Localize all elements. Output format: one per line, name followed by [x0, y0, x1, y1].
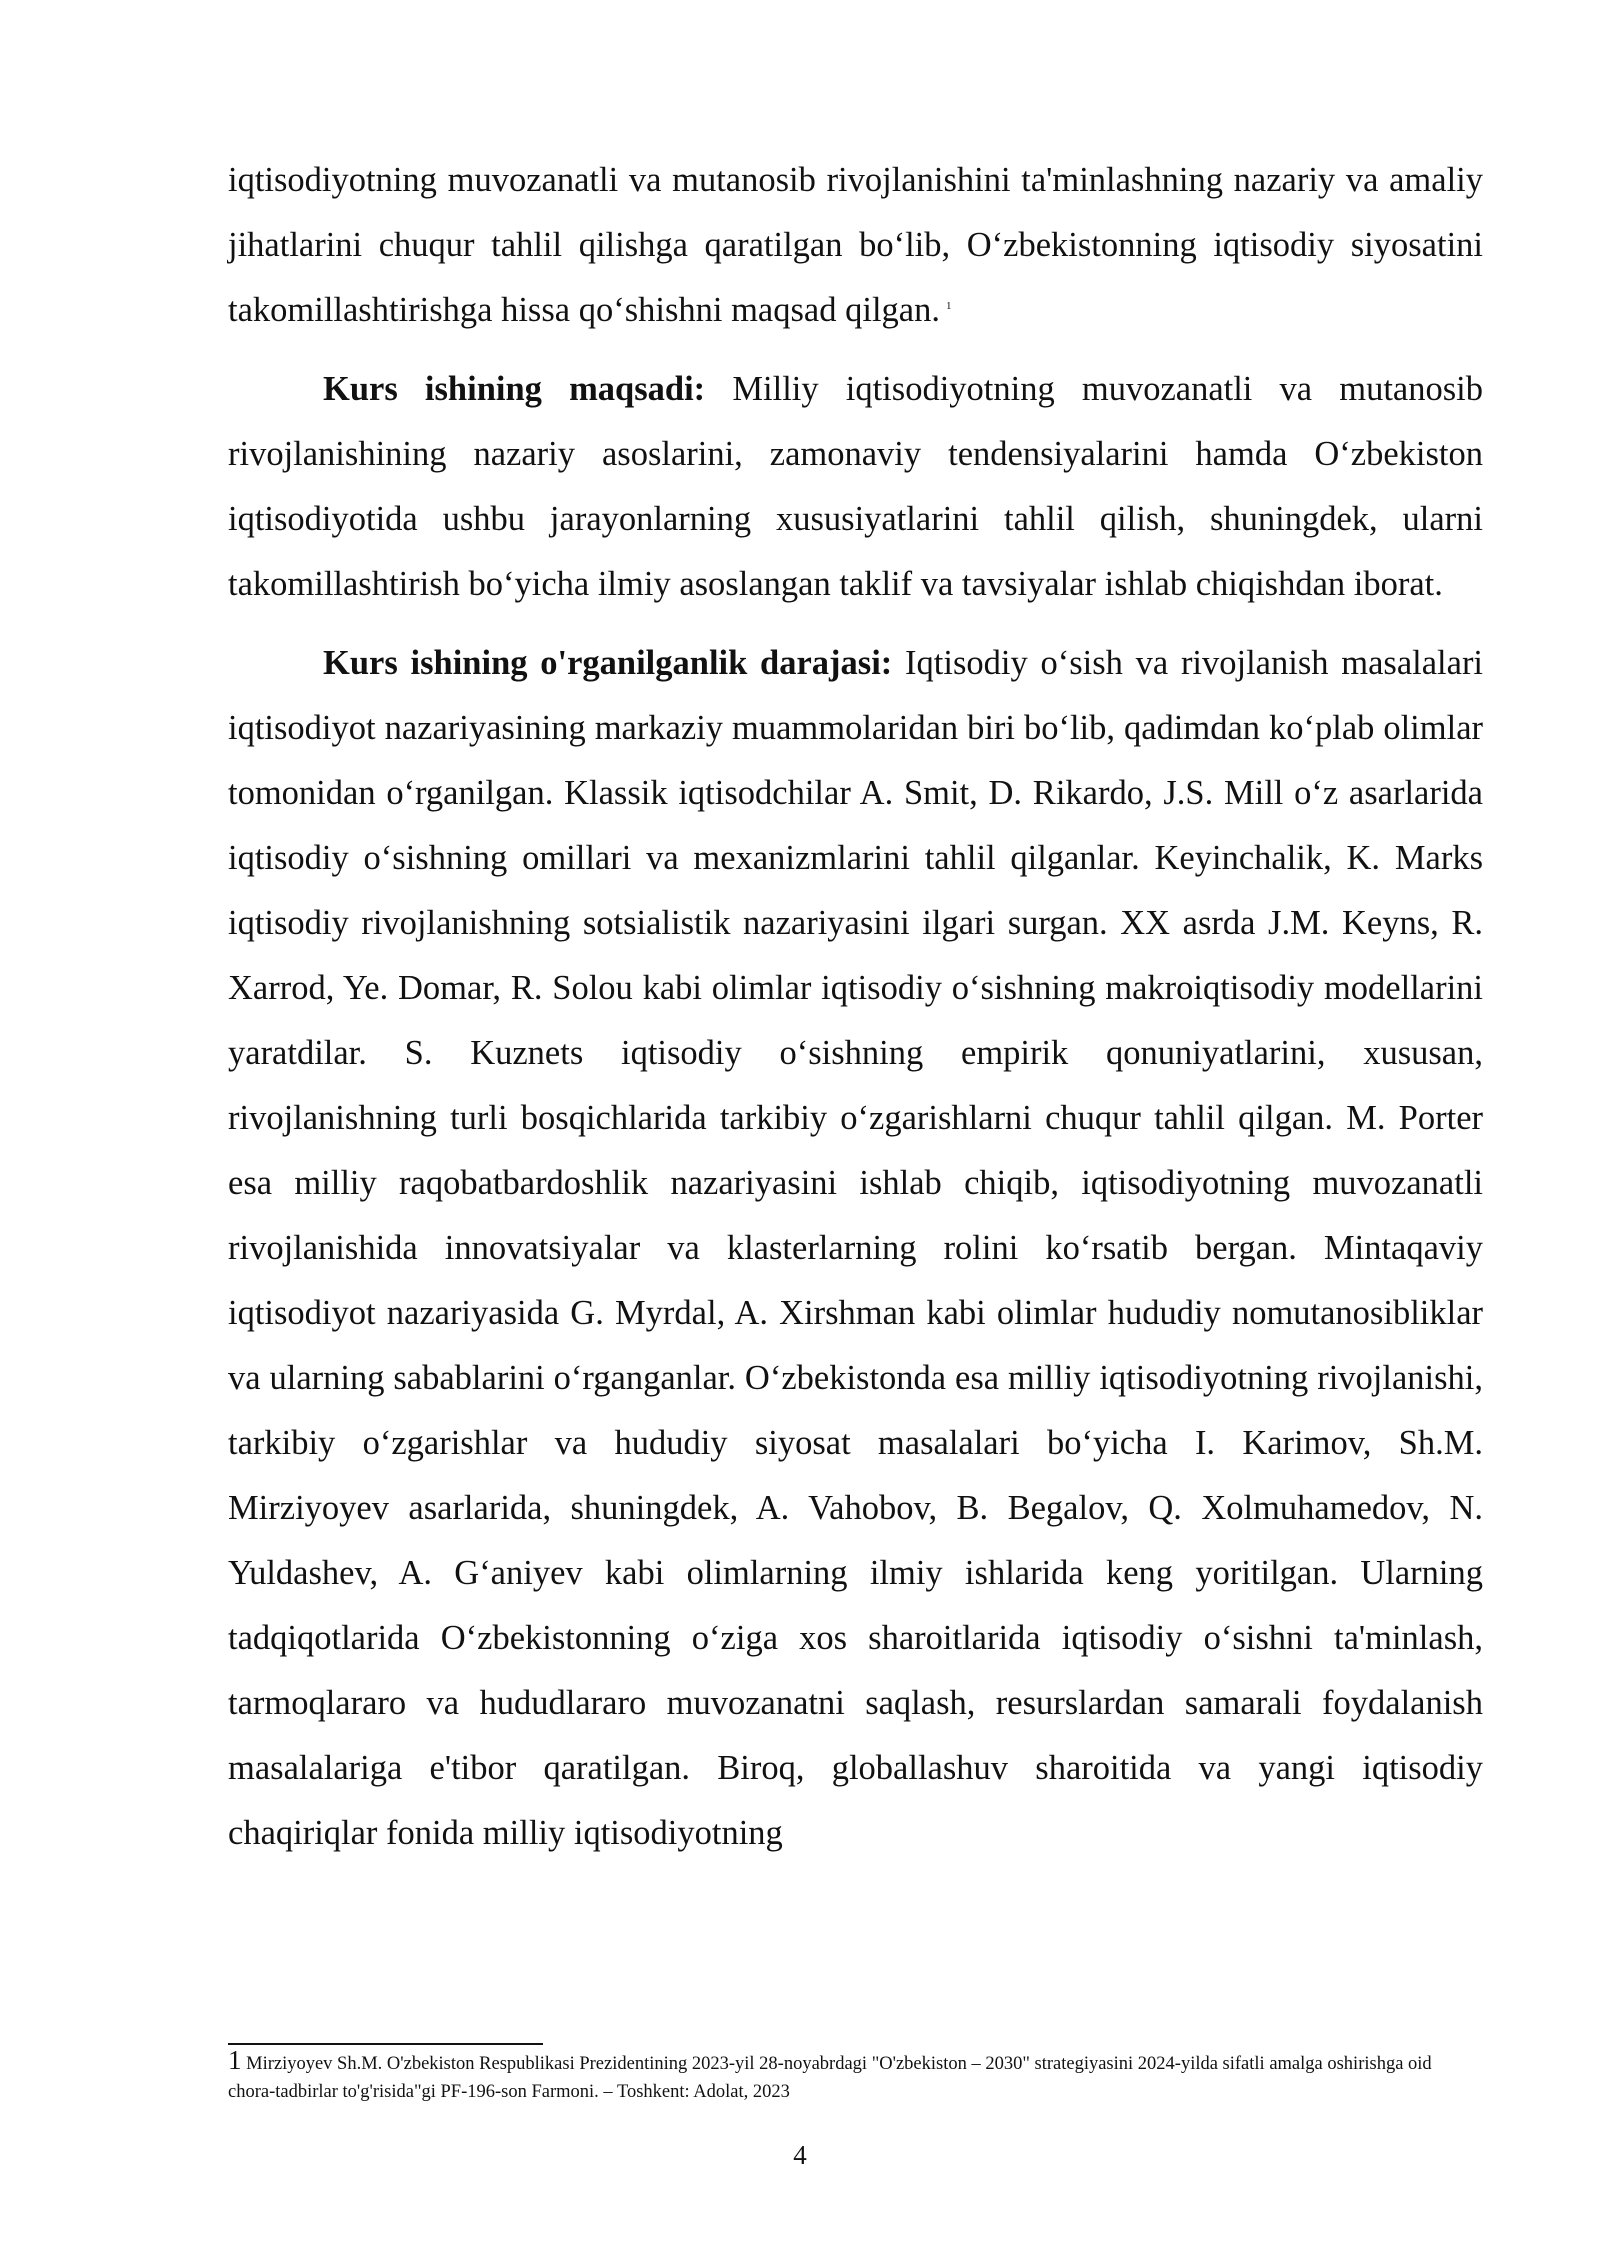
page-number: 4 [793, 2140, 807, 2170]
section-heading-goal: Kurs ishining maqsadi: [323, 370, 706, 408]
footnote-separator [228, 2043, 543, 2045]
paragraph-intro-continuation [228, 148, 1483, 343]
document-body [228, 148, 1483, 1866]
footnote [228, 2045, 1483, 2106]
footnote-number: 1 [228, 2045, 242, 2075]
footnote-reference[interactable]: 1 [945, 299, 952, 312]
paragraph-course-goal [228, 357, 1483, 617]
paragraph-text: Milliy iqtisodiyotning muvozanatli va mutanosib rivojlanishining nazariy asoslarini, zamonaviy tendensiyalarini hamda O‘zbekiston iqtisodiyotida ushbu jarayonlarning xususiyatlarini tahlil qilish, shuningdek, ularni takomillashtirish bo‘yicha ilmiy asoslangan taklif va tavsiyalar ishlab chiqishdan iborat. [228, 370, 1483, 603]
paragraph-research-level [228, 631, 1483, 1866]
paragraph-text: iqtisodiyotning muvozanatli va mutanosib rivojlanishini ta'minlashning nazariy va amaliy jihatlarini chuqur tahlil qilishga qaratilgan bo‘lib, O‘zbekistonning iqtisodiy siyosatini takomillashtirishga hissa qo‘shishni maqsad qilgan. [228, 161, 1483, 329]
paragraph-text: Iqtisodiy o‘sish va rivojlanish masalalari iqtisodiyot nazariyasining markaziy muammolaridan biri bo‘lib, qadimdan ko‘plab olimlar tomonidan o‘rganilgan. Klassik iqtisodchilar A. Smit, D. Rikardo, J.S. Mill o‘z asarlarida iqtisodiy o‘sishning omillari va mexanizmlarini tahlil qilganlar. Keyinchalik, K. Marks iqtisodiy rivojlanishning sotsialistik nazariyasini ilgari surgan. XX asrda J.M. Keyns, R. Xarrod, Ye. Domar, R. Solou kabi olimlar iqtisodiy o‘sishning makroiqtisodiy modellarini yaratdilar. S. Kuznets iqtisodiy o‘sishning empirik qonuniyatlarini, xususan, rivojlanishning turli bosqichlarida tarkibiy o‘zgarishlarni chuqur tahlil qilgan. M. Porter esa milliy raqobatbardoshlik nazariyasini ishlab chiqib, iqtisodiyotning muvozanatli rivojlanishida innovatsiyalar va klasterlarning rolini ko‘rsatib bergan. Mintaqaviy iqtisodiyot nazariyasida G. Myrdal, A. Xirshman kabi olimlar hududiy nomutanosibliklar va ularning sabablarini o‘rganganlar. O‘zbekistonda esa milliy iqtisodiyotning rivojlanishi, tarkibiy o‘zgarishlar va hududiy siyosat masalalari bo‘yicha I. Karimov, Sh.M. Mirziyoyev asarlarida, shuningdek, A. Vahobov, B. Begalov, Q. Xolmuhamedov, N. Yuldashev, A. G‘aniyev kabi olimlarning ilmiy ishlarida keng yoritilgan. Ularning tadqiqotlarida O‘zbekistonning o‘ziga xos sharoitlarida iqtisodiy o‘sishni ta'minlash, tarmoqlararo va hududlararo muvozanatni saqlash, resurslardan samarali foydalanish masalalariga e'tibor qaratilgan. Biroq, globallashuv sharoitida va yangi iqtisodiy chaqiriqlar fonida milliy iqtisodiyotning [228, 644, 1484, 1852]
footnote-text: Mirziyoyev Sh.M. O'zbekiston Respublikasi Prezidentining 2023-yil 28-noyabrdagi "O'zbekiston – 2030" strategiyasini 2024-yilda sifatli amalga oshirishga oid chora-tadbirlar to'g'risida"gi PF-196-son Farmoni. – Toshkent: Adolat, 2023 [228, 2054, 1432, 2102]
section-heading-research-level: Kurs ishining o'rganilganlik darajasi: [323, 644, 893, 682]
